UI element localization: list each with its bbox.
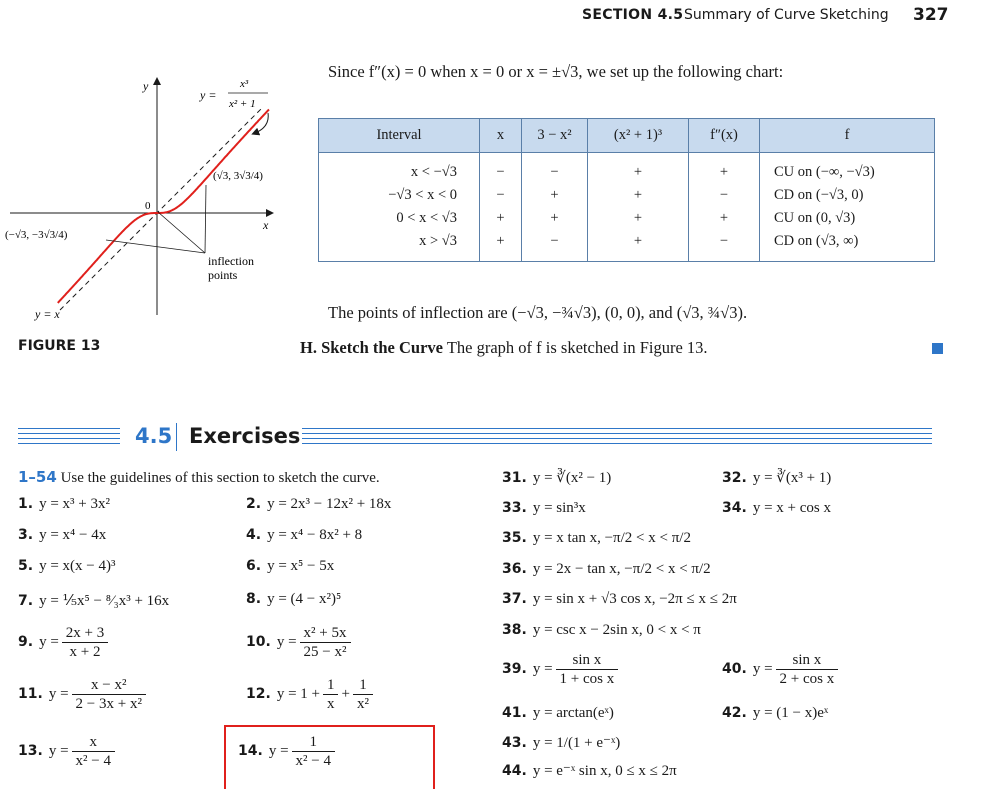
table-row (319, 207, 935, 230)
exercises-heading-divider (176, 423, 177, 451)
header-3-minus-x2: 3 − x² (522, 119, 588, 153)
heading-rule (302, 443, 932, 444)
inflection-pointer-origin (158, 212, 205, 253)
exercise-lhs: y = (48, 742, 69, 759)
fraction-denominator: x² − 4 (295, 753, 331, 769)
fraction-numerator: x − x² (72, 676, 146, 695)
point-right-label: (√3, 3√3/4) (213, 170, 263, 182)
exercise-31 (502, 468, 611, 487)
exercise-number: 42. (722, 705, 747, 721)
curve-label-den: x² + 1 (229, 98, 256, 110)
figure-caption: FIGURE 13 (18, 338, 101, 354)
end-of-example-square-icon (932, 343, 943, 354)
fraction-numerator: 1 (323, 676, 339, 695)
exercise-37 (502, 591, 737, 608)
exercise-6 (246, 558, 334, 575)
exercise-expression: y = 2x³ − 12x² + 18x (267, 496, 392, 512)
fraction-numerator: x² + 5x (300, 624, 351, 643)
exercise-1 (18, 496, 110, 513)
heading-rule (302, 438, 932, 439)
fraction-denominator: 2 + cos x (779, 671, 835, 687)
exercise-35 (502, 530, 691, 547)
exercise-expression: y = ⅕x⁵ − ⁸⁄₃x³ + 16x (39, 593, 170, 609)
exercise-fraction (72, 733, 115, 770)
fraction-numerator: 2x + 3 (62, 624, 108, 643)
cell-concavity: CU on (−∞, −√3) (760, 153, 935, 185)
exercise-expression: y = x tan x, −π/2 < x < π/2 (532, 530, 691, 546)
section-title: Summary of Curve Sketching (684, 7, 889, 23)
exercise-number: 5. (18, 558, 34, 574)
exercise-number: 41. (502, 705, 527, 721)
cell-sign: − (689, 230, 760, 262)
x-axis-label: x (263, 218, 269, 232)
sketch-heading: H. Sketch the Curve (300, 338, 443, 357)
exercises-title: Exercises (189, 424, 301, 448)
point-left-label: (−√3, −3√3/4) (5, 229, 68, 241)
cell-sign: − (480, 184, 522, 207)
exercise-fraction (556, 651, 619, 688)
exercises-intro (18, 468, 380, 487)
inflection-pointer-right (205, 185, 206, 253)
cell-sign: + (522, 207, 588, 230)
exercise-fraction (72, 676, 146, 713)
header-x2-plus-1-cubed: (x² + 1)³ (588, 119, 689, 153)
exercises-section-number: 4.5 (135, 424, 173, 448)
exercise-lhs: y = (268, 742, 289, 759)
figure-13-graph (0, 75, 300, 325)
exercise-number: 9. (18, 633, 34, 650)
exercise-expression: y = x⁴ − 8x² + 8 (267, 527, 363, 543)
cell-sign: + (689, 153, 760, 185)
exercise-fraction (300, 624, 351, 661)
exercise-32 (722, 468, 831, 487)
exercise-38 (502, 622, 701, 639)
exercise-fraction (323, 676, 339, 713)
exercise-number: 43. (502, 735, 527, 751)
fraction-numerator: sin x (556, 651, 619, 670)
header-x: x (480, 119, 522, 153)
cell-sign: − (522, 230, 588, 262)
cell-sign: + (689, 207, 760, 230)
exercise-lhs: y = (39, 633, 59, 650)
exercise-number: 14. (238, 742, 263, 759)
heading-rule (302, 433, 932, 434)
exercise-number: 37. (502, 591, 527, 607)
since-paragraph: Since f″(x) = 0 when x = 0 or x = ±√3, we set up the following chart: (328, 62, 784, 81)
exercise-fraction (776, 651, 839, 688)
exercise-number: 4. (246, 527, 262, 543)
exercise-lhs: y = (532, 660, 553, 677)
exercise-expression: y = x(x − 4)³ (39, 558, 116, 574)
inflection-label: inflection (208, 254, 254, 268)
exercise-number: 13. (18, 742, 43, 759)
exercise-fraction (353, 676, 373, 713)
fraction-denominator: 1 + cos x (559, 671, 615, 687)
heading-rule (18, 438, 120, 439)
cell-sign: − (480, 153, 522, 185)
exercise-expression: y = sin³x (532, 500, 586, 516)
fraction-numerator: 1 (292, 733, 335, 752)
exercise-4 (246, 527, 362, 544)
exercise-lhs: y = 1 + (276, 685, 320, 702)
table-row (319, 184, 935, 207)
fraction-denominator: 2 − 3x + x² (75, 696, 142, 712)
exercise-number: 10. (246, 633, 271, 650)
header-f-double-prime: f″(x) (689, 119, 760, 153)
table-row (319, 230, 935, 262)
exercise-11 (18, 676, 149, 713)
exercise-number: 35. (502, 530, 527, 546)
header-interval: Interval (319, 119, 480, 153)
exercise-41 (502, 705, 614, 722)
exercise-13 (18, 733, 118, 770)
exercise-expression: y = sin x + √3 cos x, −2π ≤ x ≤ 2π (532, 591, 737, 607)
curve-label-num: x³ (240, 78, 249, 90)
table-header-row (319, 119, 935, 153)
exercise-expression: y = x⁵ − 5x (267, 558, 335, 574)
header-f: f (760, 119, 935, 153)
asymptote-label: y = x (35, 307, 60, 321)
exercise-10 (246, 624, 354, 661)
exercise-9 (18, 624, 111, 661)
exercise-39 (502, 651, 621, 688)
exercise-expression: y = 1/(1 + e⁻ˣ) (532, 735, 621, 751)
exercise-number: 12. (246, 685, 271, 702)
exercise-expression: y = csc x − 2sin x, 0 < x < π (532, 622, 701, 638)
sketch-body: The graph of f is sketched in Figure 13. (443, 338, 708, 357)
exercise-5 (18, 558, 115, 575)
exercise-plus: + (341, 685, 350, 702)
exercise-lhs: y = (276, 633, 297, 650)
fraction-denominator: x² (356, 696, 369, 712)
exercise-34 (722, 500, 831, 517)
fraction-denominator: 25 − x² (303, 644, 347, 660)
cell-sign: + (588, 230, 689, 262)
origin-label: 0 (145, 200, 151, 212)
exercise-7 (18, 591, 169, 610)
fraction-numerator: sin x (776, 651, 839, 670)
heading-rule (302, 428, 932, 429)
exercise-fraction (62, 624, 108, 661)
cell-sign: + (480, 207, 522, 230)
exercise-number: 6. (246, 558, 262, 574)
exercise-lhs: y = (752, 660, 773, 677)
cell-sign: + (588, 184, 689, 207)
cell-concavity: CU on (0, √3) (760, 207, 935, 230)
page-number: 327 (913, 5, 949, 25)
exercise-33 (502, 500, 586, 517)
exercise-36 (502, 561, 711, 578)
fraction-numerator: x (72, 733, 115, 752)
cell-sign: + (522, 184, 588, 207)
exercise-12 (246, 676, 376, 713)
exercise-number: 39. (502, 660, 527, 677)
exercise-expression: y = (4 − x²)⁵ (267, 591, 342, 607)
curve-label-lhs: y = (200, 88, 217, 102)
sketch-paragraph (300, 338, 708, 358)
y-axis-label: y (143, 79, 149, 93)
exercise-number: 1. (18, 496, 34, 512)
exercise-expression: y = x + cos x (752, 500, 831, 516)
exercise-3 (18, 527, 106, 544)
exercise-expression: y = x⁴ − 4x (39, 527, 107, 543)
exercise-expression: y = ∛(x² − 1) (532, 470, 612, 486)
cell-sign: − (522, 153, 588, 185)
heading-rule (18, 443, 120, 444)
exercise-number: 33. (502, 500, 527, 516)
heading-rule (18, 433, 120, 434)
exercise-lhs: y = (48, 685, 69, 702)
exercise-number: 40. (722, 660, 747, 677)
exercise-number: 31. (502, 470, 527, 486)
exercise-expression: y = ∛(x³ + 1) (752, 470, 832, 486)
exercise-2 (246, 496, 391, 513)
exercise-number: 38. (502, 622, 527, 638)
cell-interval: 0 < x < √3 (319, 207, 480, 230)
exercise-expression: y = x³ + 3x² (39, 496, 110, 512)
fraction-denominator: x + 2 (69, 644, 101, 660)
exercise-number: 11. (18, 685, 43, 702)
fraction-denominator: x² − 4 (75, 753, 111, 769)
sign-chart-table (318, 118, 935, 262)
exercise-expression: y = arctan(eˣ) (532, 705, 614, 721)
cell-interval: x < −√3 (319, 153, 480, 185)
fraction-denominator: x (326, 696, 335, 712)
exercise-expression: y = e⁻ˣ sin x, 0 ≤ x ≤ 2π (532, 763, 677, 779)
exercise-number: 36. (502, 561, 527, 577)
exercise-42 (722, 705, 828, 722)
exercises-intro-range: 1–54 (18, 468, 57, 486)
exercise-40 (722, 651, 841, 688)
cell-concavity: CD on (√3, ∞) (760, 230, 935, 262)
exercise-44 (502, 761, 677, 780)
exercise-8 (246, 591, 341, 608)
exercise-number: 32. (722, 470, 747, 486)
fraction-numerator: 1 (353, 676, 373, 695)
cell-interval: −√3 < x < 0 (319, 184, 480, 207)
cell-sign: + (588, 153, 689, 185)
section-label: SECTION 4.5 (582, 7, 684, 23)
cell-concavity: CD on (−√3, 0) (760, 184, 935, 207)
heading-rule (18, 428, 120, 429)
inflection-points-sentence: The points of inflection are (−√3, −¾√3), (0, 0), and (√3, ¾√3). (328, 303, 748, 322)
inflection-pointer-left (106, 240, 205, 253)
exercise-number: 2. (246, 496, 262, 512)
inflection-label-2: points (208, 268, 238, 282)
cell-sign: − (689, 184, 760, 207)
exercise-number: 44. (502, 763, 527, 779)
cell-interval: x > √3 (319, 230, 480, 262)
exercise-expression: y = 2x − tan x, −π/2 < x < π/2 (532, 561, 711, 577)
exercise-number: 3. (18, 527, 34, 543)
exercises-intro-text: Use the guidelines of this section to sketch the curve. (56, 470, 380, 486)
exercise-number: 34. (722, 500, 747, 516)
exercise-number: 8. (246, 591, 262, 607)
exercise-43 (502, 733, 620, 752)
exercise-number: 7. (18, 593, 34, 609)
cell-sign: + (480, 230, 522, 262)
exercise-expression: y = (1 − x)eˣ (752, 705, 829, 721)
cell-sign: + (588, 207, 689, 230)
table-row (319, 153, 935, 185)
highlight-annotation-box (224, 725, 435, 789)
